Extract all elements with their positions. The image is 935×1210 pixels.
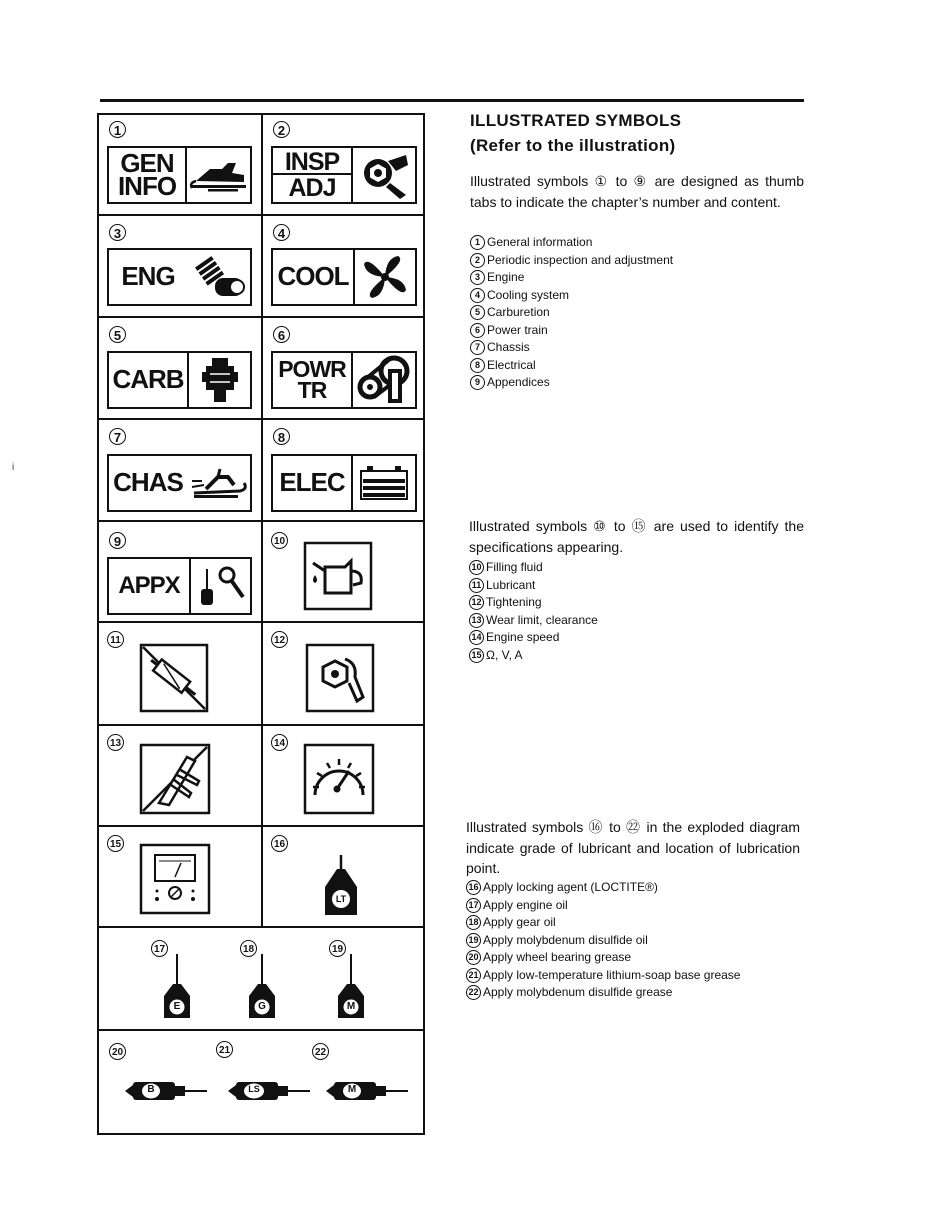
- item-number: 6: [470, 323, 485, 338]
- item-text: Tightening: [486, 595, 542, 609]
- item-number: 3: [470, 270, 485, 285]
- tab-powr-tr: [271, 351, 417, 409]
- item-text: Filling fluid: [486, 560, 543, 574]
- symbol-cell-6: [263, 318, 423, 420]
- item-text: Carburetion: [487, 305, 550, 319]
- tab-carb: [107, 351, 252, 409]
- list-item: [466, 967, 740, 985]
- symbol-number: 10: [271, 532, 288, 549]
- drive-belt-icon: [353, 353, 415, 407]
- symbol-cell-9: [99, 522, 263, 623]
- item-number: 14: [469, 630, 484, 645]
- symbol-number: 20: [109, 1043, 126, 1060]
- list-item: [469, 559, 598, 577]
- item-text: Apply gear oil: [483, 915, 556, 929]
- item-text: Apply wheel bearing grease: [483, 950, 632, 964]
- margin-mark: i: [12, 462, 15, 473]
- symbol-cell-17-19: [99, 928, 423, 1031]
- tube-label: B: [147, 1084, 155, 1095]
- symbol-cell-10: [263, 522, 423, 623]
- item-text: Apply molybdenum disulfide oil: [483, 932, 648, 947]
- symbol-number: 1: [109, 121, 126, 138]
- item-number: 2: [470, 253, 485, 268]
- symbol-cell-1: [99, 115, 263, 216]
- symbol-number: 9: [109, 532, 126, 549]
- symbol-number: 17: [151, 940, 168, 957]
- item-number: 11: [469, 578, 484, 593]
- locking-agent-bottle-icon: [319, 853, 363, 919]
- symbol-cell-7: [99, 420, 263, 522]
- item-number: 7: [470, 340, 485, 355]
- symbol-number: 7: [109, 428, 126, 445]
- symbol-number: 16: [271, 835, 288, 852]
- item-number: 10: [469, 560, 484, 575]
- list-item: [466, 897, 740, 915]
- list-item: [470, 304, 673, 322]
- tube-label: LS: [248, 1084, 260, 1094]
- tab-label: ENG: [121, 261, 175, 292]
- symbol-number: 5: [109, 326, 126, 343]
- item-text: Apply low-temperature lithium-soap base grease: [483, 967, 741, 982]
- fan-icon: [355, 250, 415, 304]
- item-number: 21: [466, 968, 481, 983]
- item-number: 20: [466, 950, 481, 965]
- symbol-number: 2: [273, 121, 290, 138]
- list-item: [469, 647, 598, 665]
- symbol-number: 4: [273, 224, 290, 241]
- tab-label-line2: TR: [297, 377, 327, 403]
- section3-list: [466, 879, 740, 1002]
- bottle-label: LT: [335, 894, 347, 904]
- tab-elec: [271, 454, 417, 512]
- symbols-grid: [97, 113, 425, 1135]
- symbol-cell-8: [263, 420, 423, 522]
- list-item: [470, 374, 673, 392]
- section2-intro: Illustrated symbols ⑩ to ⑮ are used to identify the specifications appearing.: [469, 518, 804, 555]
- section1-intro: Illustrated symbols ① to ⑨ are designed as thumb tabs to indicate the chapter’s number and content.: [470, 173, 804, 210]
- tube-label: M: [347, 1084, 357, 1095]
- symbol-number: 22: [312, 1043, 329, 1060]
- list-item: [470, 287, 673, 305]
- list-item: [470, 252, 673, 270]
- item-text: Wear limit, clearance: [486, 612, 598, 627]
- symbol-cell-15: [99, 827, 263, 928]
- symbol-cell-16: [263, 827, 423, 928]
- tab-eng: [107, 248, 252, 306]
- item-number: 17: [466, 898, 481, 913]
- list-item: [470, 339, 673, 357]
- list-item: [470, 234, 673, 252]
- item-text: Periodic inspection and adjustment: [487, 252, 674, 267]
- tab-chas: [107, 454, 252, 512]
- ski-icon: [187, 456, 250, 510]
- caliper-icon: [139, 743, 211, 815]
- item-text: Chassis: [487, 340, 530, 354]
- tab-label: APPX: [109, 559, 191, 613]
- list-item: [470, 357, 673, 375]
- tab-label: CARB: [109, 353, 189, 407]
- tab-label-line1: GEN: [120, 147, 174, 178]
- tab-label-line2: INFO: [117, 171, 177, 201]
- section2-list: [469, 559, 598, 664]
- bottle-label: G: [258, 1001, 266, 1012]
- list-item: [470, 322, 673, 340]
- symbol-number: 12: [271, 631, 288, 648]
- item-number: 12: [469, 595, 484, 610]
- bottle-label: E: [173, 1001, 181, 1012]
- symbol-cell-3: [99, 216, 263, 318]
- item-text: Apply molybdenum disulfide grease: [483, 985, 673, 999]
- list-item: [469, 577, 598, 595]
- symbol-number: 6: [273, 326, 290, 343]
- list-item: [466, 932, 740, 950]
- oil-can-icon: [303, 541, 373, 611]
- symbol-number: 13: [107, 734, 124, 751]
- item-text: Apply engine oil: [483, 897, 568, 912]
- multimeter-icon: [139, 843, 211, 915]
- piston-icon: [187, 250, 250, 304]
- grease-gun-icon: [139, 643, 209, 713]
- symbol-number: 15: [107, 835, 124, 852]
- symbol-cell-14: [263, 726, 423, 827]
- carburetor-icon: [189, 353, 250, 407]
- list-item: [466, 949, 740, 967]
- tab-label-line1: INSP: [284, 147, 340, 176]
- tab-insp-adj: [271, 146, 417, 204]
- symbol-cell-20-22: [99, 1031, 423, 1133]
- item-text: Lubricant: [486, 577, 536, 592]
- item-number: 9: [470, 375, 485, 390]
- item-number: 15: [469, 648, 484, 663]
- list-item: [469, 594, 598, 612]
- symbol-cell-2: [263, 115, 423, 216]
- list-item: [469, 629, 598, 647]
- bottle-label: M: [346, 1001, 356, 1012]
- list-item: [470, 269, 673, 287]
- tab-label-line1: POWR: [278, 356, 346, 383]
- item-number: 4: [470, 288, 485, 303]
- item-number: 18: [466, 915, 481, 930]
- symbol-number: 11: [107, 631, 124, 648]
- item-number: 16: [466, 880, 481, 895]
- list-item: [466, 879, 740, 897]
- symbol-number: 14: [271, 734, 288, 751]
- list-item: [466, 984, 740, 1002]
- symbol-number: 3: [109, 224, 126, 241]
- top-rule: [100, 99, 804, 102]
- item-number: 1: [470, 235, 485, 250]
- tab-label: COOL: [273, 250, 355, 304]
- section1-list: [470, 234, 673, 392]
- item-text: Electrical: [487, 357, 536, 372]
- item-text: General information: [487, 235, 593, 249]
- symbol-number: 8: [273, 428, 290, 445]
- heading-title: ILLUSTRATED SYMBOLS: [470, 111, 682, 130]
- symbol-cell-11: [99, 623, 263, 726]
- item-text: Engine speed: [486, 630, 560, 644]
- snowmobile-icon: [187, 148, 250, 202]
- tab-appx: [107, 557, 252, 615]
- section3-intro: Illustrated symbols ⑯ to ㉒ in the exploded diagram indicate grade of lubricant and location of lubrication point.: [466, 819, 800, 876]
- tab-cool: [271, 248, 417, 306]
- wrench-nut-icon: [353, 148, 415, 202]
- item-number: 22: [466, 985, 481, 1000]
- item-number: 5: [470, 305, 485, 320]
- symbol-cell-4: [263, 216, 423, 318]
- heading-subtitle: (Refer to the illustration): [470, 136, 676, 155]
- item-text: Appendices: [487, 375, 550, 389]
- item-text: Apply locking agent (LOCTITE®): [483, 880, 658, 894]
- grease-tube-icon: [226, 1077, 312, 1105]
- symbol-cell-12: [263, 623, 423, 726]
- item-number: 8: [470, 358, 485, 373]
- tab-label-line2: ADJ: [273, 173, 351, 200]
- battery-icon: [353, 456, 415, 510]
- item-text: Cooling system: [487, 287, 570, 302]
- symbol-number: 19: [329, 940, 346, 957]
- item-text: Engine: [487, 270, 525, 284]
- list-item: [466, 914, 740, 932]
- tab-label: CHAS: [113, 467, 183, 498]
- symbol-number: 21: [216, 1041, 233, 1058]
- item-number: 19: [466, 933, 481, 948]
- symbol-number: 18: [240, 940, 257, 957]
- item-number: 13: [469, 613, 484, 628]
- tab-gen-info: [107, 146, 252, 204]
- torque-wrench-icon: [305, 643, 375, 713]
- item-text: Power train: [487, 322, 548, 337]
- tachometer-icon: [303, 743, 375, 815]
- list-item: [469, 612, 598, 630]
- tab-label: ELEC: [273, 456, 353, 510]
- item-text: Ω, V, A: [486, 647, 523, 662]
- oiler-wrench-icon: [191, 559, 250, 613]
- section-heading: [470, 108, 681, 158]
- grease-tube-icon: [324, 1077, 410, 1105]
- grease-tube-icon: [123, 1077, 209, 1105]
- symbol-cell-5: [99, 318, 263, 420]
- symbol-cell-13: [99, 726, 263, 827]
